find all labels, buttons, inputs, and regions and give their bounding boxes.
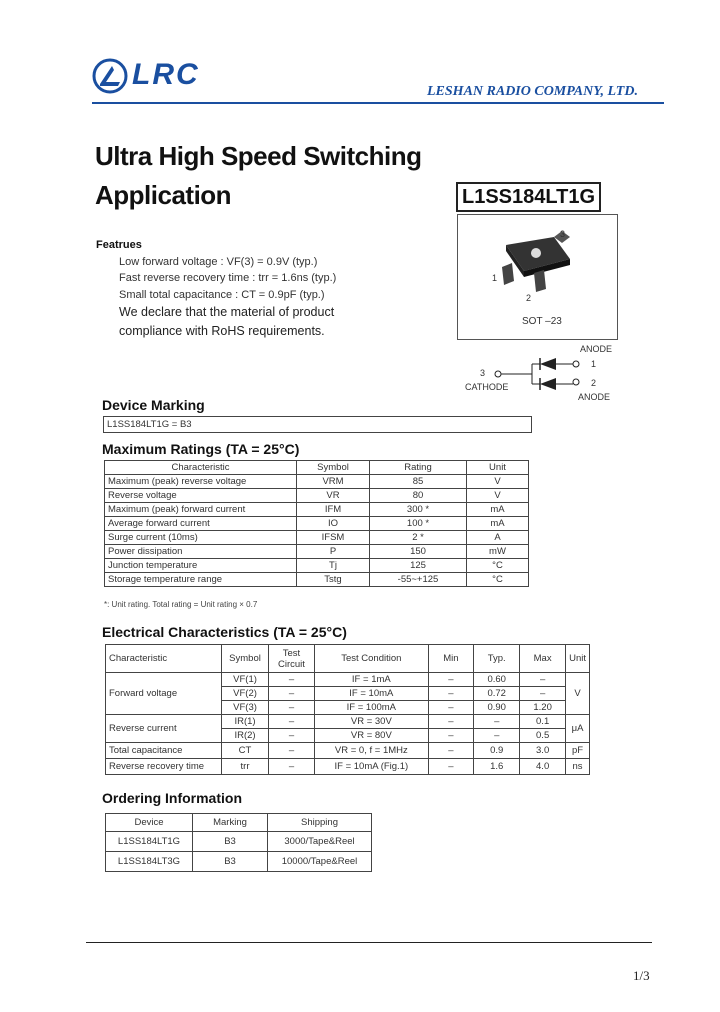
table-cell: 0.9 — [474, 743, 520, 759]
table-cell: μA — [566, 715, 590, 743]
table-cell: V — [467, 475, 529, 489]
table-cell: VRM — [297, 475, 370, 489]
table-cell: – — [268, 701, 314, 715]
schematic-pin1: 1 — [591, 359, 597, 369]
table-cell: VR = 0, f = 1MHz — [315, 743, 428, 759]
part-number-box: L1SS184LT1G — [456, 182, 601, 212]
table-cell: °C — [467, 559, 529, 573]
table-cell: ns — [566, 759, 590, 775]
table-cell: P — [297, 545, 370, 559]
table-cell: 4.0 — [520, 759, 566, 775]
table-row — [106, 759, 590, 775]
col-header: Max — [520, 645, 566, 673]
table-row — [105, 517, 529, 531]
electrical-body — [106, 673, 590, 775]
table-cell: 0.72 — [474, 687, 520, 701]
table-cell: Total capacitance — [106, 743, 222, 759]
table-cell: L1SS184LT3G — [106, 852, 193, 872]
table-cell: mA — [467, 503, 529, 517]
table-row — [105, 489, 529, 503]
table-row — [106, 673, 590, 687]
table-row — [105, 559, 529, 573]
schematic-anode-top: ANODE — [580, 344, 613, 354]
col-header: Rating — [370, 461, 467, 475]
table-cell: VF(1) — [222, 673, 269, 687]
table-cell: VF(3) — [222, 701, 269, 715]
table-cell: CT — [222, 743, 269, 759]
table-cell: 300 * — [370, 503, 467, 517]
rohs-line2: compliance with RoHS requirements. — [119, 324, 325, 338]
schematic-diagram — [460, 342, 620, 404]
max-ratings-body — [105, 475, 529, 587]
rohs-line1: We declare that the material of product — [119, 305, 335, 319]
table-cell: 0.1 — [520, 715, 566, 729]
table-cell: – — [428, 701, 474, 715]
table-cell: 10000/Tape&Reel — [268, 852, 372, 872]
table-cell: L1SS184LT1G — [106, 832, 193, 852]
table-cell: B3 — [193, 852, 268, 872]
table-cell: Tj — [297, 559, 370, 573]
table-cell: mW — [467, 545, 529, 559]
max-ratings-table — [104, 460, 529, 587]
table-row — [105, 573, 529, 587]
table-cell: Reverse current — [106, 715, 222, 743]
table-cell: IR(1) — [222, 715, 269, 729]
table-cell: – — [520, 673, 566, 687]
footer-divider — [86, 942, 652, 943]
table-cell: 1.6 — [474, 759, 520, 775]
table-cell: IF = 1mA — [315, 673, 428, 687]
table-cell: 150 — [370, 545, 467, 559]
max-ratings-footnote: *: Unit rating. Total rating = Unit rating × 0.7 — [104, 600, 258, 609]
page-title-line2: Application — [95, 180, 232, 210]
col-header: Device — [106, 814, 193, 832]
package-pin-label: 1 — [492, 273, 498, 283]
table-cell: – — [428, 729, 474, 743]
table-cell: Maximum (peak) forward current — [105, 503, 297, 517]
lrc-logo-icon — [92, 58, 128, 94]
table-cell: Tstg — [297, 573, 370, 587]
table-cell: – — [474, 729, 520, 743]
table-cell: – — [428, 687, 474, 701]
table-cell: 0.90 — [474, 701, 520, 715]
col-header: Typ. — [474, 645, 520, 673]
table-cell: B3 — [193, 832, 268, 852]
table-cell: Surge current (10ms) — [105, 531, 297, 545]
table-cell: VR = 30V — [315, 715, 428, 729]
logo — [92, 56, 222, 96]
table-cell: – — [428, 743, 474, 759]
ordering-heading: Ordering Information — [102, 790, 242, 806]
table-cell: IFM — [297, 503, 370, 517]
table-cell: – — [268, 687, 314, 701]
package-name: SOT –23 — [522, 316, 562, 327]
col-header: Unit — [566, 645, 590, 673]
table-cell: Reverse recovery time — [106, 759, 222, 775]
table-cell: V — [566, 673, 590, 715]
device-marking-value: L1SS184LT1G = B3 — [107, 419, 192, 430]
table-cell: 2 * — [370, 531, 467, 545]
table-cell: trr — [222, 759, 269, 775]
table-cell: 85 — [370, 475, 467, 489]
ordering-table — [105, 813, 372, 872]
feature-item: Low forward voltage : VF(3) = 0.9V (typ.) — [119, 256, 318, 268]
max-ratings-heading-text: Maximum Ratings (TA = 25°C) — [102, 441, 300, 457]
electrical-heading: Electrical Characteristics (TA = 25°C) — [102, 624, 347, 640]
table-cell: VF(2) — [222, 687, 269, 701]
page-title-line1: Ultra High Speed Switching — [95, 141, 422, 171]
package-pin-label: 2 — [526, 293, 532, 303]
table-cell: 80 — [370, 489, 467, 503]
col-header: Characteristic — [106, 645, 222, 673]
table-cell: IR(2) — [222, 729, 269, 743]
table-cell: Storage temperature range — [105, 573, 297, 587]
table-cell: 0.60 — [474, 673, 520, 687]
table-cell: – — [428, 715, 474, 729]
col-header: Min — [428, 645, 474, 673]
table-cell: VR — [297, 489, 370, 503]
table-cell: IFSM — [297, 531, 370, 545]
table-cell: -55~+125 — [370, 573, 467, 587]
table-cell: °C — [467, 573, 529, 587]
col-header: Symbol — [222, 645, 269, 673]
table-cell: IF = 100mA — [315, 701, 428, 715]
table-cell: – — [268, 743, 314, 759]
table-cell: Junction temperature — [105, 559, 297, 573]
table-cell: 3.0 — [520, 743, 566, 759]
table-cell: 0.5 — [520, 729, 566, 743]
header-divider — [92, 102, 664, 104]
table-cell: 1.20 — [520, 701, 566, 715]
features-heading: Featrues — [96, 239, 142, 251]
table-cell: 3000/Tape&Reel — [268, 832, 372, 852]
table-cell: Forward voltage — [106, 673, 222, 715]
electrical-table — [105, 644, 590, 775]
table-cell: pF — [566, 743, 590, 759]
table-cell: 125 — [370, 559, 467, 573]
col-header: Test Condition — [315, 645, 428, 673]
table-cell: mA — [467, 517, 529, 531]
schematic-cathode: CATHODE — [465, 382, 509, 392]
table-cell: – — [520, 687, 566, 701]
table-cell: Average forward current — [105, 517, 297, 531]
col-header: Unit — [467, 461, 529, 475]
ordering-body — [106, 832, 372, 872]
schematic-pin3: 3 — [480, 368, 486, 378]
table-cell: IF = 10mA — [315, 687, 428, 701]
feature-item: Small total capacitance : CT = 0.9pF (typ.) — [119, 289, 325, 301]
col-header: Marking — [193, 814, 268, 832]
col-header: Test Circuit — [268, 645, 314, 673]
table-row — [106, 715, 590, 729]
device-marking-heading: Device Marking — [102, 397, 205, 413]
table-cell: VR = 80V — [315, 729, 428, 743]
package-diagram — [457, 214, 618, 340]
col-header: Symbol — [297, 461, 370, 475]
table-row — [105, 545, 529, 559]
schematic-anode-bottom: ANODE — [578, 392, 611, 402]
table-cell: IF = 10mA (Fig.1) — [315, 759, 428, 775]
device-marking-box — [103, 416, 532, 433]
feature-item: Fast reverse recovery time : trr = 1.6ns (typ.) — [119, 272, 337, 284]
table-cell: – — [428, 759, 474, 775]
table-row — [105, 503, 529, 517]
table-cell: 100 * — [370, 517, 467, 531]
table-cell: Reverse voltage — [105, 489, 297, 503]
max-ratings-heading — [102, 441, 299, 457]
company-name: LESHAN RADIO COMPANY, LTD. — [427, 84, 638, 99]
table-cell: – — [428, 673, 474, 687]
table-cell: – — [268, 715, 314, 729]
table-cell: – — [268, 759, 314, 775]
table-cell: IO — [297, 517, 370, 531]
table-row — [105, 531, 529, 545]
table-row — [105, 475, 529, 489]
schematic-pin2: 2 — [591, 378, 597, 388]
table-row — [106, 852, 372, 872]
table-row — [106, 743, 590, 759]
table-row — [106, 832, 372, 852]
table-cell: A — [467, 531, 529, 545]
col-header: Shipping — [268, 814, 372, 832]
table-cell: – — [268, 729, 314, 743]
package-pin-label: 3 — [560, 229, 566, 239]
table-cell: V — [467, 489, 529, 503]
table-cell: Power dissipation — [105, 545, 297, 559]
table-cell: – — [268, 673, 314, 687]
page-number: 1/3 — [633, 968, 650, 983]
table-cell: – — [474, 715, 520, 729]
col-header: Characteristic — [105, 461, 297, 475]
table-cell: Maximum (peak) reverse voltage — [105, 475, 297, 489]
logo-text: LRC — [132, 58, 200, 91]
